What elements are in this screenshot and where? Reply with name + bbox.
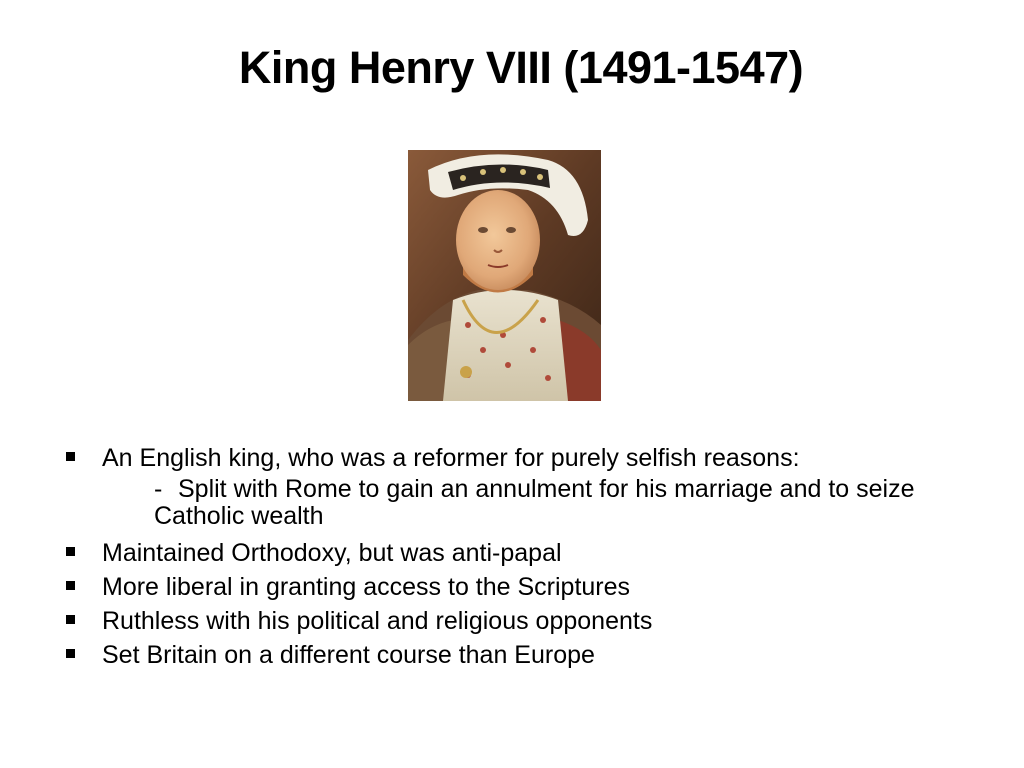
sub-bullet (102, 476, 962, 530)
portrait-painting-icon (408, 150, 601, 401)
square-bullet-icon (66, 547, 75, 556)
list-item (62, 570, 962, 604)
square-bullet-icon (66, 452, 75, 461)
square-bullet-icon (66, 649, 75, 658)
list-item (62, 638, 962, 672)
portrait-image (408, 150, 601, 401)
square-bullet-icon (66, 615, 75, 624)
sub-bullet-text: Split with Rome to gain an annulment for his marriage and to seize Catholic wealth (154, 475, 915, 530)
list-item (62, 604, 962, 638)
slide-title: King Henry VIII (1491-1547) (238, 42, 804, 93)
bullet-text: More liberal in granting access to the Scriptures (102, 573, 631, 601)
list-item (62, 536, 962, 570)
bullet-text: Set Britain on a different course than Europe (102, 641, 595, 669)
dash-marker: - (154, 475, 163, 503)
bullet-list (62, 441, 962, 672)
bullet-text: Maintained Orthodoxy, but was anti-papal (102, 539, 562, 567)
list-item (62, 441, 962, 530)
square-bullet-icon (66, 581, 75, 590)
bullet-text: An English king, who was a reformer for purely selfish reasons: (102, 444, 800, 472)
bullet-text: Ruthless with his political and religious opponents (102, 607, 653, 635)
